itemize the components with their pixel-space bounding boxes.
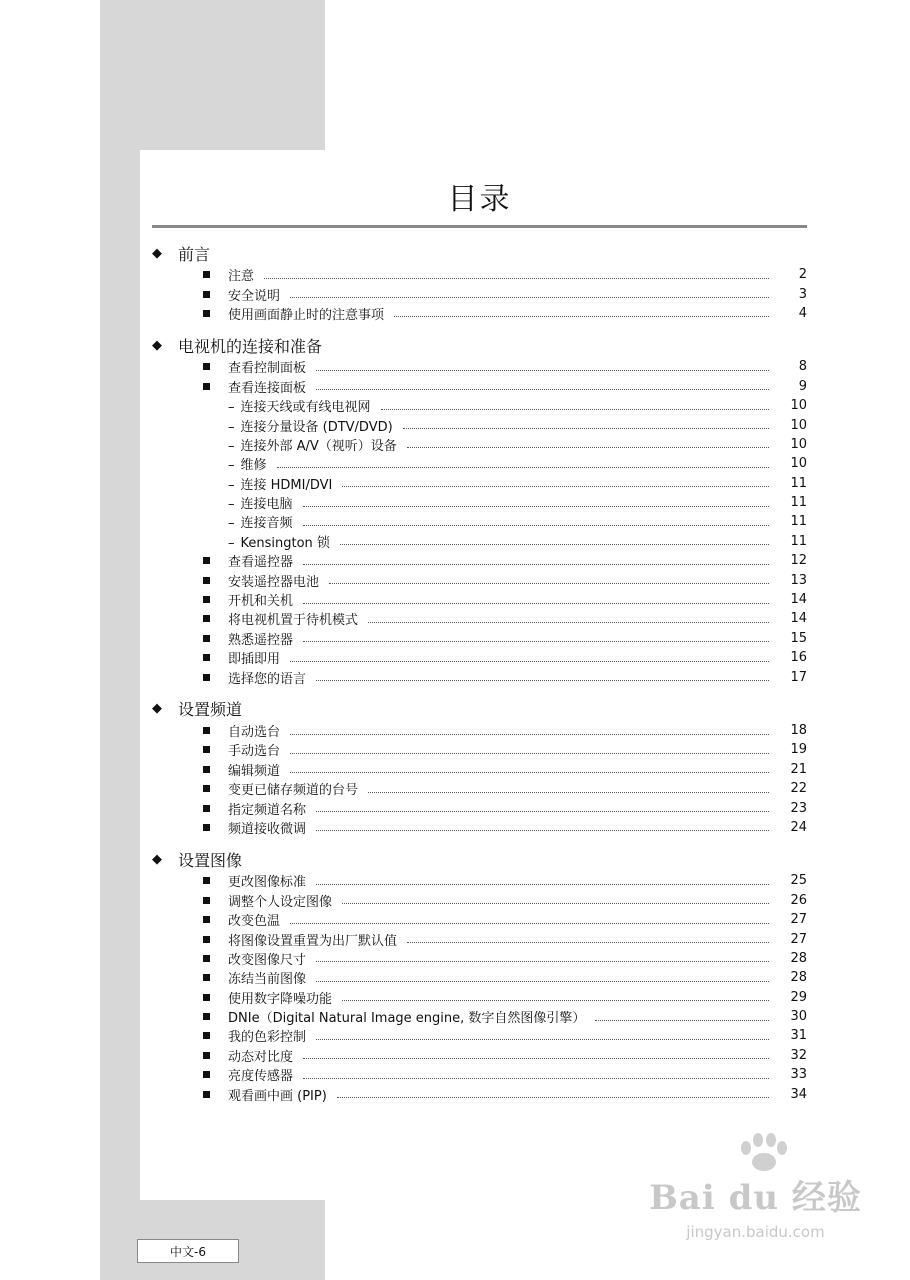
entry-label: 自动选台 (228, 725, 281, 740)
dot-leader (290, 771, 769, 773)
entry-label-wrap (228, 1026, 306, 1045)
entry-label-wrap (228, 609, 358, 628)
toc-entry (152, 1046, 807, 1065)
diamond-icon: ◆ (152, 701, 162, 717)
entry-label-wrap (228, 357, 306, 376)
entry-bullet (152, 557, 228, 564)
entry-label-wrap (228, 779, 358, 798)
entry-bullet (152, 994, 228, 1001)
entry-page-number: 10 (790, 436, 807, 452)
entry-page-number: 14 (790, 611, 807, 627)
square-bullet-icon (203, 955, 210, 962)
baidu-watermark (648, 1140, 863, 1250)
dot-leader (407, 941, 769, 943)
entry-label: 使用数字降噪功能 (228, 991, 333, 1007)
dot-leader (316, 829, 769, 831)
square-bullet-icon (203, 363, 210, 370)
entry-bullet (152, 936, 228, 943)
square-bullet-icon (203, 383, 210, 390)
entry-page-number: 19 (790, 742, 807, 758)
toc-entry (152, 648, 807, 667)
entry-page-number: 28 (790, 950, 807, 966)
toc-section (152, 849, 807, 1104)
toc-entry (152, 798, 807, 817)
entry-label: 将图像设置重置为出厂默认值 (228, 933, 398, 949)
dot-leader (368, 621, 769, 623)
toc-entry (152, 454, 807, 473)
toc-entry (152, 779, 807, 798)
entry-label: 开机和关机 (228, 594, 294, 610)
entry-bullet (152, 635, 228, 642)
entry-bullet (152, 615, 228, 622)
entry-bullet (152, 363, 228, 370)
toc-entry (152, 493, 807, 512)
entry-label-wrap (228, 629, 293, 648)
entry-label: 连接 HDMI/DVI (240, 477, 333, 493)
section-heading (152, 243, 807, 263)
square-bullet-icon (203, 936, 210, 943)
dot-leader (303, 505, 769, 507)
toc-entry (152, 721, 807, 740)
toc-entry (152, 304, 807, 323)
entry-label: 注意 (228, 269, 255, 285)
entry-page-number: 2 (798, 267, 807, 283)
entry-label: 维修 (240, 458, 267, 474)
entry-page-number: 26 (790, 892, 807, 908)
toc-entry (152, 760, 807, 779)
watermark-url-text: jingyan.baidu.com (686, 1223, 825, 1241)
dash-icon: – (228, 419, 235, 435)
dot-leader (595, 1019, 769, 1021)
square-bullet-icon (203, 615, 210, 622)
entry-label: 调整个人设定图像 (228, 894, 333, 910)
entry-page-number: 17 (790, 669, 807, 685)
entry-bullet (152, 1013, 228, 1020)
page-title: 目录 (447, 182, 512, 217)
entry-label-wrap (228, 532, 330, 551)
toc-section (152, 335, 807, 687)
dot-leader (316, 369, 769, 371)
entry-bullet (152, 916, 228, 923)
entry-page-number: 4 (798, 305, 807, 321)
square-bullet-icon (203, 596, 210, 603)
toc-entry (152, 551, 807, 570)
entry-label-wrap (228, 968, 306, 987)
entry-bullet (152, 746, 228, 753)
dot-leader (290, 752, 769, 754)
square-bullet-icon (203, 746, 210, 753)
paw-icon (736, 1132, 792, 1172)
square-bullet-icon (203, 824, 210, 831)
dot-leader (303, 640, 769, 642)
entry-label-wrap (228, 377, 306, 396)
entry-label: 亮度传感器 (228, 1069, 294, 1085)
entry-label-wrap (228, 285, 280, 304)
entry-label: 安全说明 (228, 288, 281, 304)
entry-bullet (152, 291, 228, 298)
square-bullet-icon (203, 974, 210, 981)
toc-entry (152, 265, 807, 284)
toc-entry (152, 871, 807, 890)
square-bullet-icon (203, 877, 210, 884)
section-heading (152, 849, 807, 869)
entry-bullet (152, 785, 228, 792)
dot-leader (316, 679, 769, 681)
entry-label: 查看连接面板 (228, 380, 307, 396)
entry-label-wrap (228, 571, 319, 590)
entry-label-wrap (228, 760, 280, 779)
entry-label-wrap (228, 949, 306, 968)
dot-leader (329, 582, 769, 584)
toc-entry (152, 377, 807, 396)
entry-label: 连接天线或有线电视网 (240, 400, 371, 416)
entry-label-wrap (228, 930, 397, 949)
square-bullet-icon (203, 766, 210, 773)
toc-entry (152, 284, 807, 303)
entry-label-wrap (228, 668, 306, 687)
entry-label-wrap (228, 1085, 327, 1104)
toc-entry (152, 929, 807, 948)
square-bullet-icon (203, 310, 210, 317)
dot-leader (337, 1096, 769, 1098)
entry-label: 频道接收微调 (228, 821, 307, 837)
dot-leader (290, 922, 769, 924)
square-bullet-icon (203, 805, 210, 812)
entry-page-number: 27 (790, 912, 807, 928)
dash-icon: – (228, 458, 235, 474)
dot-leader (303, 1077, 769, 1079)
square-bullet-icon (203, 1013, 210, 1020)
entry-page-number: 22 (790, 781, 807, 797)
dot-leader (407, 446, 769, 448)
entry-bullet (152, 654, 228, 661)
entry-label: 将电视机置于待机模式 (228, 613, 359, 629)
dash-icon: – (228, 400, 235, 416)
toc-entry (152, 474, 807, 493)
entry-label-wrap (228, 1065, 293, 1084)
entry-label-wrap (228, 799, 306, 818)
toc-entry (152, 949, 807, 968)
entry-label: 选择您的语言 (228, 671, 307, 687)
square-bullet-icon (203, 1052, 210, 1059)
entry-page-number: 18 (790, 723, 807, 738)
dot-leader (303, 524, 769, 526)
entry-label-wrap (228, 740, 280, 759)
decorative-gray-strip-left (100, 150, 140, 1200)
entry-label: 即插即用 (228, 652, 281, 668)
dot-leader (342, 902, 769, 904)
toc-entry (152, 1084, 807, 1103)
entry-page-number: 25 (790, 873, 807, 889)
entry-page-number: 11 (790, 475, 807, 491)
entry-page-number: 28 (790, 970, 807, 986)
dot-leader (403, 427, 769, 429)
entry-bullet (152, 766, 228, 773)
square-bullet-icon (203, 1032, 210, 1039)
entry-label-wrap (228, 910, 280, 929)
entry-bullet (152, 383, 228, 390)
entry-page-number: 16 (790, 650, 807, 666)
entry-page-number: 15 (790, 630, 807, 646)
entry-label-wrap (228, 1046, 293, 1065)
entry-page-number: 27 (790, 931, 807, 947)
entry-bullet (152, 1052, 228, 1059)
diamond-icon: ◆ (152, 337, 162, 353)
dot-leader (316, 980, 769, 982)
square-bullet-icon (203, 994, 210, 1001)
toc-entry (152, 1065, 807, 1084)
entry-label: 更改图像标准 (228, 875, 307, 891)
dot-leader (290, 733, 769, 735)
toc-entry (152, 667, 807, 686)
entry-label: 观看画中画 (PIP) (228, 1088, 327, 1104)
entry-bullet (152, 1071, 228, 1078)
entry-label-wrap (228, 493, 293, 512)
entry-bullet (152, 897, 228, 904)
entry-page-number: 10 (790, 398, 807, 414)
square-bullet-icon (203, 1071, 210, 1078)
toc-entry (152, 512, 807, 531)
dot-leader (342, 485, 769, 487)
toc-section (152, 699, 807, 837)
dot-leader (381, 408, 769, 410)
dash-icon: – (228, 516, 235, 532)
dot-leader (303, 563, 769, 565)
dot-leader (316, 810, 769, 812)
entry-bullet (152, 727, 228, 734)
entry-page-number: 11 (790, 533, 807, 549)
dot-leader (316, 960, 769, 962)
entry-page-number: 9 (798, 378, 807, 394)
entry-label-wrap (228, 891, 332, 910)
toc-entry (152, 629, 807, 648)
diamond-icon: ◆ (152, 245, 162, 261)
decorative-gray-block-top (100, 0, 325, 150)
section-heading (152, 335, 807, 355)
entry-label: 手动选台 (228, 744, 281, 760)
entry-label: 改变图像尺寸 (228, 952, 307, 968)
entry-label-wrap (228, 304, 384, 323)
dot-leader (303, 602, 769, 604)
entry-label-wrap (228, 265, 254, 284)
toc-entry (152, 357, 807, 376)
entry-page-number: 3 (798, 286, 807, 302)
entry-label: 熟悉遥控器 (228, 632, 294, 648)
entry-label: Kensington 锁 (240, 535, 330, 551)
dash-icon: – (228, 535, 235, 551)
square-bullet-icon (203, 727, 210, 734)
entry-bullet (152, 674, 228, 681)
entry-bullet (152, 974, 228, 981)
square-bullet-icon (203, 897, 210, 904)
entry-bullet (152, 1032, 228, 1039)
entry-page-number: 29 (790, 989, 807, 1005)
entry-label: 查看控制面板 (228, 361, 307, 377)
entry-bullet (152, 824, 228, 831)
entry-label: 连接外部 A/V（视听）设备 (240, 438, 397, 454)
entry-label: 变更已储存频道的台号 (228, 783, 359, 799)
dot-leader (316, 388, 769, 390)
entry-label: 安装遥控器电池 (228, 574, 320, 590)
entry-label-wrap (228, 1007, 585, 1026)
square-bullet-icon (203, 916, 210, 923)
dot-leader (277, 466, 769, 468)
toc-entry (152, 590, 807, 609)
entry-bullet (152, 577, 228, 584)
entry-page-number: 11 (790, 514, 807, 530)
entry-label-wrap (228, 818, 306, 837)
entry-page-number: 23 (790, 800, 807, 816)
entry-page-number: 34 (790, 1086, 807, 1102)
entry-label: 连接电脑 (240, 497, 293, 513)
diamond-icon: ◆ (152, 851, 162, 867)
entry-label: 指定频道名称 (228, 802, 307, 818)
dot-leader (394, 315, 769, 317)
entry-label: 冻结当前图像 (228, 972, 307, 988)
entry-bullet (152, 596, 228, 603)
square-bullet-icon (203, 557, 210, 564)
toc-entry (152, 910, 807, 929)
entry-label-wrap (228, 988, 332, 1007)
dot-leader (316, 883, 769, 885)
dot-leader (316, 1038, 769, 1040)
toc-entry (152, 988, 807, 1007)
dot-leader (290, 296, 769, 298)
entry-label-wrap (228, 721, 280, 740)
entry-label: 连接音频 (240, 516, 293, 532)
square-bullet-icon (203, 577, 210, 584)
dash-icon: – (228, 497, 235, 513)
square-bullet-icon (203, 654, 210, 661)
entry-page-number: 13 (790, 572, 807, 588)
toc-entry (152, 1007, 807, 1026)
dot-leader (340, 543, 769, 545)
entry-label-wrap (228, 551, 293, 570)
entry-bullet (152, 1091, 228, 1098)
entry-page-number: 33 (790, 1067, 807, 1083)
entry-page-number: 24 (790, 819, 807, 835)
entry-bullet (152, 877, 228, 884)
section-title: 电视机的连接和准备 (178, 336, 323, 356)
entry-label-wrap (228, 396, 371, 415)
entry-page-number: 32 (790, 1047, 807, 1063)
entry-bullet (152, 271, 228, 278)
entry-label: 动态对比度 (228, 1049, 294, 1065)
toc-entry (152, 740, 807, 759)
page-number-label: 中文-6 (137, 1239, 239, 1263)
entry-page-number: 8 (798, 359, 807, 375)
entry-page-number: 30 (790, 1009, 807, 1025)
title-divider (152, 225, 807, 228)
entry-label: 改变色温 (228, 914, 281, 930)
entry-bullet (152, 955, 228, 962)
section-title: 前言 (178, 244, 211, 264)
toc-entry (152, 891, 807, 910)
toc-entry (152, 435, 807, 454)
toc-entry (152, 415, 807, 434)
toc-entry (152, 818, 807, 837)
entry-label-wrap (228, 435, 397, 454)
entry-page-number: 12 (790, 553, 807, 569)
toc-entry (152, 609, 807, 628)
square-bullet-icon (203, 1091, 210, 1098)
entry-label-wrap (228, 454, 267, 473)
entry-label: DNIe（Digital Natural Image engine, 数字自然图像引擎） (228, 1011, 586, 1027)
entry-label: 连接分量设备 (DTV/DVD) (240, 419, 393, 435)
entry-label-wrap (228, 648, 280, 667)
square-bullet-icon (203, 785, 210, 792)
toc-entry (152, 570, 807, 589)
square-bullet-icon (203, 271, 210, 278)
dash-icon: – (228, 438, 235, 454)
toc-entry (152, 532, 807, 551)
entry-page-number: 10 (790, 417, 807, 433)
toc-entry (152, 396, 807, 415)
toc-section (152, 243, 807, 323)
entry-label: 使用画面静止时的注意事项 (228, 307, 385, 323)
toc-entry (152, 968, 807, 987)
entry-page-number: 31 (790, 1028, 807, 1044)
entry-label-wrap (228, 512, 293, 531)
dot-leader (303, 1057, 769, 1059)
square-bullet-icon (203, 635, 210, 642)
dot-leader (368, 791, 769, 793)
entry-page-number: 10 (790, 456, 807, 472)
entry-label-wrap (228, 590, 293, 609)
section-heading (152, 699, 807, 719)
entry-label: 查看遥控器 (228, 555, 294, 571)
section-title: 设置频道 (178, 700, 243, 720)
entry-page-number: 21 (790, 761, 807, 777)
entry-label-wrap (228, 416, 393, 435)
entry-label: 我的色彩控制 (228, 1030, 307, 1046)
dot-leader (290, 660, 769, 662)
entry-label-wrap (228, 871, 306, 890)
table-of-contents (152, 243, 807, 1116)
entry-bullet (152, 805, 228, 812)
section-title: 设置图像 (178, 850, 243, 870)
entry-label: 编辑频道 (228, 763, 281, 779)
dot-leader (264, 277, 769, 279)
dot-leader (342, 999, 769, 1001)
entry-page-number: 11 (790, 495, 807, 511)
entry-label-wrap (228, 474, 332, 493)
toc-entry (152, 1026, 807, 1045)
dash-icon: – (228, 477, 235, 493)
entry-bullet (152, 310, 228, 317)
watermark-main-text: Bai du 经验 (649, 1178, 862, 1218)
entry-page-number: 14 (790, 592, 807, 608)
square-bullet-icon (203, 674, 210, 681)
square-bullet-icon (203, 291, 210, 298)
